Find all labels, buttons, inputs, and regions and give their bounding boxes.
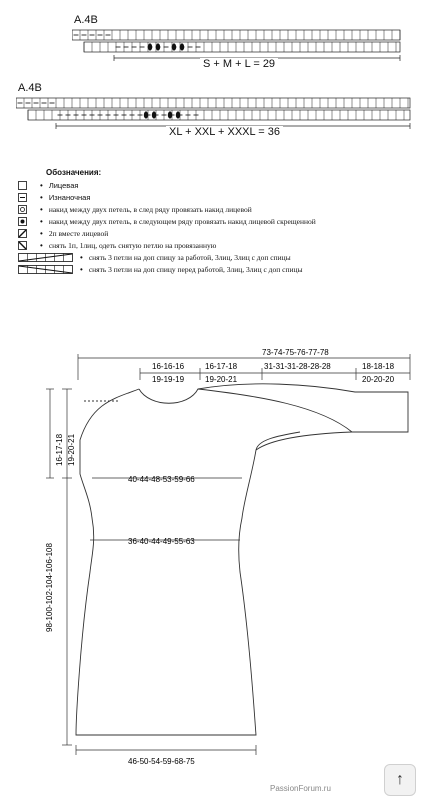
yarn-over-icon — [18, 204, 40, 214]
skpo-icon — [18, 240, 40, 250]
k2tog-icon — [18, 228, 40, 238]
chart1-stitch-dot — [180, 43, 184, 50]
chart2-grid — [16, 96, 412, 130]
chart1-grid — [72, 28, 402, 62]
neck-width-label-2: 19-19-19 — [152, 375, 185, 384]
yoke-depth-label-2: 19-20-21 — [67, 433, 76, 466]
chart2-stitch-dot — [144, 111, 148, 118]
sleeve-total-label: 73-74-75-76-77-78 — [262, 348, 329, 357]
yarn-over-twisted-icon — [18, 216, 40, 226]
waist-width-label: 36-40-44-49-55-63 — [128, 537, 195, 546]
shoulder-width-label-2: 19-20-21 — [205, 375, 238, 384]
cable-front-icon — [18, 264, 80, 274]
legend-item-cable-back: • снять 3 петли на доп спицу за работой, 3лиц, 3лиц с доп спицы — [18, 252, 291, 262]
legend-item-label: накид между двух петель, в след ряду провязать накид лицевой — [48, 204, 252, 214]
legend-item-label: снять 1п, 1лиц, одеть снятую петлю на провязанную — [48, 240, 217, 250]
chart1-stitch-dot — [156, 43, 160, 50]
blank-square-icon — [18, 180, 40, 190]
legend-item-skpo: • снять 1п, 1лиц, одеть снятую петлю на провязанную — [18, 240, 216, 250]
legend-item-purl: • Изнаночная — [18, 192, 90, 202]
chart2-stitch-dot — [152, 111, 156, 118]
dash-square-icon — [18, 192, 40, 202]
yoke-depth-label: 16-17-18 — [55, 433, 64, 466]
chart2-stitch-dot — [176, 111, 180, 118]
legend-item-label: Лицевая — [48, 180, 79, 190]
neck-width-label: 16-16-16 — [152, 362, 185, 371]
chart1-stitch-dot — [148, 43, 152, 50]
cuff-width-label-2: 20-20-20 — [362, 375, 395, 384]
legend-item-label: снять 3 петли на доп спицу перед работой, 3лиц, 3лиц с доп спицы — [88, 264, 303, 274]
legend-item-label: накид между двух петель, в следующем ряду провязать накид лицевой скрещенной — [48, 216, 316, 226]
legend-item-label: Изнаночная — [48, 192, 91, 202]
sleeve-length-label: 31-31-31-28-28-28 — [264, 362, 331, 371]
arrow-up-icon: ↑ — [396, 771, 404, 788]
cable-back-icon — [18, 252, 80, 262]
chart2-stitch-dot — [168, 111, 172, 118]
chart1-formula: S + M + L = 29 — [200, 58, 278, 70]
dress-schematic — [0, 340, 428, 780]
chart2-formula: XL + XXL + XXXL = 36 — [166, 126, 283, 138]
chart1-label: A.4B — [74, 14, 98, 26]
bust-width-label: 40-44-48-53-59-66 — [128, 475, 195, 484]
legend-item-yarn-over: • накид между двух петель, в след ряду провязать накид лицевой — [18, 204, 252, 214]
scroll-top-button[interactable] — [384, 764, 416, 796]
cuff-width-label: 18-18-18 — [362, 362, 395, 371]
legend-item-k2tog: • 2п вместе лицевой — [18, 228, 108, 238]
legend-item-knit: • Лицевая — [18, 180, 78, 190]
legend-item-yarn-over-twisted: • накид между двух петель, в следующем ряду провязать накид лицевой скрещенной — [18, 216, 316, 226]
hem-width-label: 46-50-54-59-68-75 — [128, 757, 195, 766]
legend-item-label: 2п вместе лицевой — [48, 228, 109, 238]
shoulder-width-label: 16-17-18 — [205, 362, 238, 371]
legend-item-label: снять 3 петли на доп спицу за работой, 3лиц, 3лиц с доп спицы — [88, 252, 291, 262]
legend-item-cable-front: • снять 3 петли на доп спицу перед работой, 3лиц, 3лиц с доп спицы — [18, 264, 303, 274]
legend-title: Обозначения: — [46, 168, 102, 177]
chart1-stitch-dot — [172, 43, 176, 50]
dress-outline — [76, 384, 408, 735]
total-length-label: 98-100-102-104-106-108 — [45, 543, 54, 632]
watermark: PassionForum.ru — [270, 784, 331, 793]
chart2-label: A.4B — [18, 82, 42, 94]
